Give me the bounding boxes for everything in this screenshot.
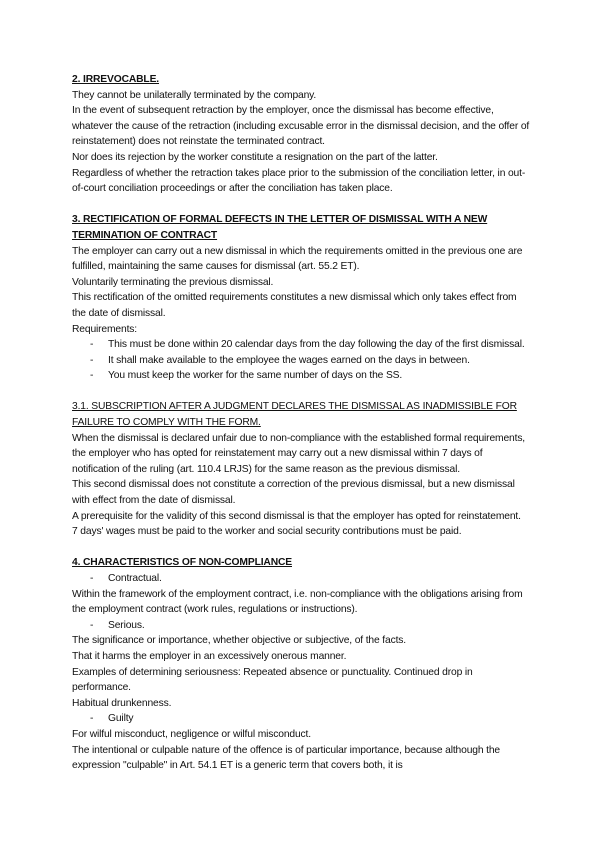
bullet-text: This must be done within 20 calendar days from the day following the day of the first dismissal.	[108, 339, 525, 351]
paragraph-line: The employer can carry out a new dismissal in which the requirements omitted in the previous one are fulfilled, maintaining the same causes for dismissal (art. 55.2 ET).	[72, 245, 523, 273]
bullet-text: Guilty	[108, 713, 134, 725]
bullet-item	[72, 337, 532, 353]
section-heading: 2. IRREVOCABLE.	[72, 74, 160, 85]
bullet-item	[72, 711, 532, 727]
paragraph-line: A prerequisite for the validity of this second dismissal is that the employer has opted for reinstatement.	[72, 510, 521, 522]
bullet-text: Contractual.	[108, 573, 162, 584]
section-subscription	[72, 399, 532, 539]
paragraph-line: Nor does its rejection by the worker constitute a resignation on the part of the latter.	[72, 151, 438, 163]
paragraph-line: They cannot be unilaterally terminated by the company.	[72, 89, 317, 101]
dash-marker: -	[90, 370, 94, 382]
dash-marker: -	[90, 713, 94, 725]
bullet-item	[72, 571, 532, 587]
paragraph-line: This rectification of the omitted requirements constitutes a new dismissal which only takes effect from the date of dismissal.	[72, 292, 517, 319]
section-non-compliance	[72, 555, 532, 773]
dash-marker: -	[90, 619, 94, 631]
bullet-item	[72, 618, 532, 634]
section-heading: 3.1. SUBSCRIPTION AFTER A JUDGMENT DECLARES THE DISMISSAL AS INADMISSIBLE FOR FAILURE TO COMPLY WITH THE FORM.	[72, 401, 517, 429]
paragraph-line: In the event of subsequent retraction by the employer, once the dismissal has become effective, whatever the cause of the retraction (including excusable error in the dismissal decision, and the offer of reinstatement) does not reinstate the terminated contract.	[72, 105, 530, 148]
bullet-item	[72, 353, 532, 369]
section-heading: 3. RECTIFICATION OF FORMAL DEFECTS IN THE LETTER OF DISMISSAL WITH A NEW TERMINATION OF CONTRACT	[72, 214, 488, 241]
dash-marker: -	[90, 339, 94, 351]
dash-marker: -	[90, 573, 94, 584]
paragraph-line: The intentional or culpable nature of the offence is of particular importance, because although the expression "culpable" in Art. 54.1 ET is a generic term that covers both, it is	[72, 744, 501, 772]
paragraph-line: Voluntarily terminating the previous dismissal.	[72, 276, 274, 288]
section-heading: 4. CHARACTERISTICS OF NON-COMPLIANCE	[72, 557, 292, 569]
paragraph-line: For wilful misconduct, negligence or wilful misconduct.	[72, 728, 311, 740]
paragraph-line: That it harms the employer in an excessively onerous manner.	[72, 650, 347, 662]
bullet-text: You must keep the worker for the same number of days on the SS.	[108, 370, 403, 382]
paragraph-line: Within the framework of the employment contract, i.e. non-compliance with the obligations arising from the employment contract (work rules, regulations or instructions).	[72, 588, 523, 616]
paragraph-line: Regardless of whether the retraction takes place prior to the submission of the conciliation letter, in out-of-court conciliation proceedings or after the conciliation has taken place.	[72, 167, 526, 195]
paragraph-line: The significance or importance, whether objective or subjective, of the facts.	[72, 635, 406, 647]
paragraph-line: Habitual drunkenness.	[72, 697, 172, 709]
paragraph-line: When the dismissal is declared unfair due to non-compliance with the established formal requirements, the employer who has opted for reinstatement may carry out a new dismissal within 7 days of notification of the ruling (art. 110.4 LRJS) for the same reason as the previous dismissal.	[72, 432, 526, 475]
paragraph-line: Examples of determining seriousness: Repeated absence or punctuality. Continued drop in performance.	[72, 666, 473, 694]
bullet-text: Serious.	[108, 619, 145, 631]
dash-marker: -	[90, 354, 94, 366]
bullet-text: It shall make available to the employee the wages earned on the days in between.	[108, 354, 470, 366]
bullet-item	[72, 368, 532, 384]
section-rectification	[72, 212, 532, 384]
paragraph-line: Requirements:	[72, 323, 138, 335]
paragraph-line: 7 days' wages must be paid to the worker and social security contributions must be paid.	[72, 526, 462, 538]
document-content	[72, 72, 532, 789]
section-irrevocable	[72, 72, 532, 197]
paragraph-line: This second dismissal does not constitute a correction of the previous dismissal, but a new dismissal with effect from the date of dismissal.	[72, 479, 515, 507]
